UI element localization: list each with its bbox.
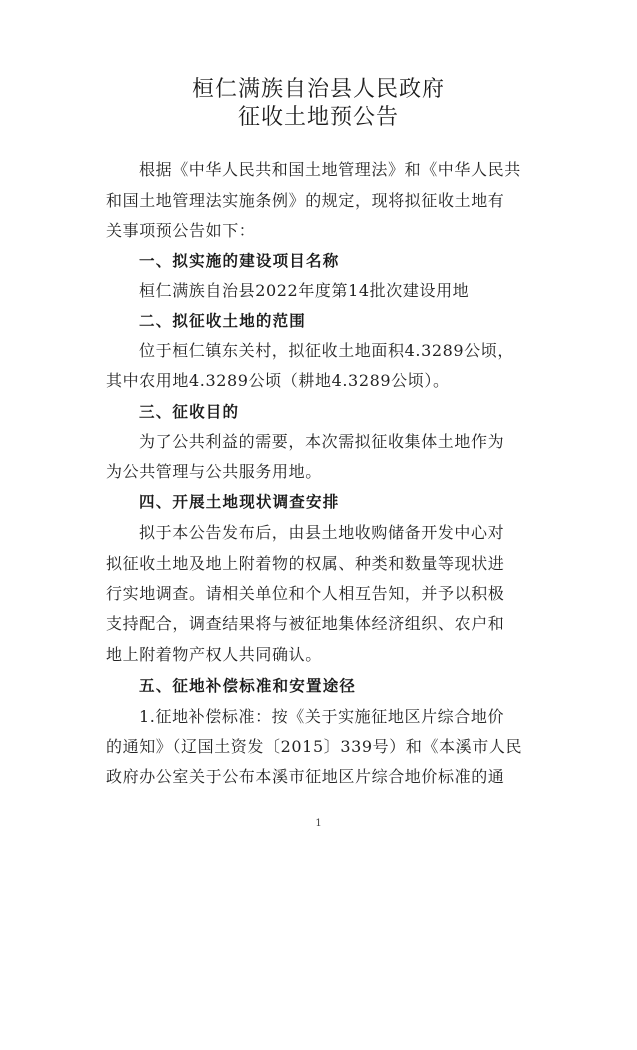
section-2-heading: 二、拟征收土地的范围: [139, 312, 307, 330]
section-5-line-3: 政府办公室关于公布本溪市征地区片综合地价标准的通: [106, 767, 505, 786]
section-4-line-4: 支持配合，调查结果将与被征地集体经济组织、农户和: [106, 614, 505, 633]
section-2-line-2: 其中农用地4.3289公顷（耕地4.3289公顷）。: [106, 371, 450, 390]
document-title-line-1: 桓仁满族自治县人民政府: [191, 77, 445, 102]
section-4-line-2: 拟征收土地及地上附着物的权属、种类和数量等现状进: [106, 554, 505, 573]
section-4-line-3: 行实地调查。请相关单位和个人相互告知，并予以积极: [106, 584, 505, 603]
section-5-line-1: 1.征地补偿标准：按《关于实施征地区片综合地价: [139, 707, 505, 726]
intro-line-1: 根据《中华人民共和国土地管理法》和《中华人民共: [139, 160, 521, 179]
section-4-line-5: 地上附着物产权人共同确认。: [106, 645, 322, 664]
section-2-line-1: 位于桓仁镇东关村，拟征收土地面积4.3289公顷，: [139, 341, 514, 360]
section-1-line-1: 桓仁满族自治县2022年度第14批次建设用地: [139, 281, 470, 300]
section-5-line-2: 的通知》（辽国土资发〔2015〕339号）和《本溪市人民: [106, 737, 523, 756]
document-title-line-2: 征收土地预公告: [237, 105, 399, 130]
section-3-heading: 三、征收目的: [139, 403, 240, 421]
section-4-line-1: 拟于本公告发布后，由县土地收购储备开发中心对: [139, 523, 505, 542]
section-3-line-2: 为公共管理与公共服务用地。: [106, 462, 322, 481]
section-3-line-1: 为了公共利益的需要，本次需拟征收集体土地作为: [139, 432, 505, 451]
section-4-heading: 四、开展土地现状调查安排: [139, 493, 340, 511]
intro-line-3: 关事项预公告如下：: [106, 221, 256, 240]
intro-line-2: 和国土地管理法实施条例》的规定，现将拟征收土地有: [106, 191, 505, 210]
section-5-heading: 五、征地补偿标准和安置途径: [139, 677, 357, 695]
section-1-heading: 一、拟实施的建设项目名称: [139, 252, 340, 270]
page-number: 1: [315, 818, 322, 829]
